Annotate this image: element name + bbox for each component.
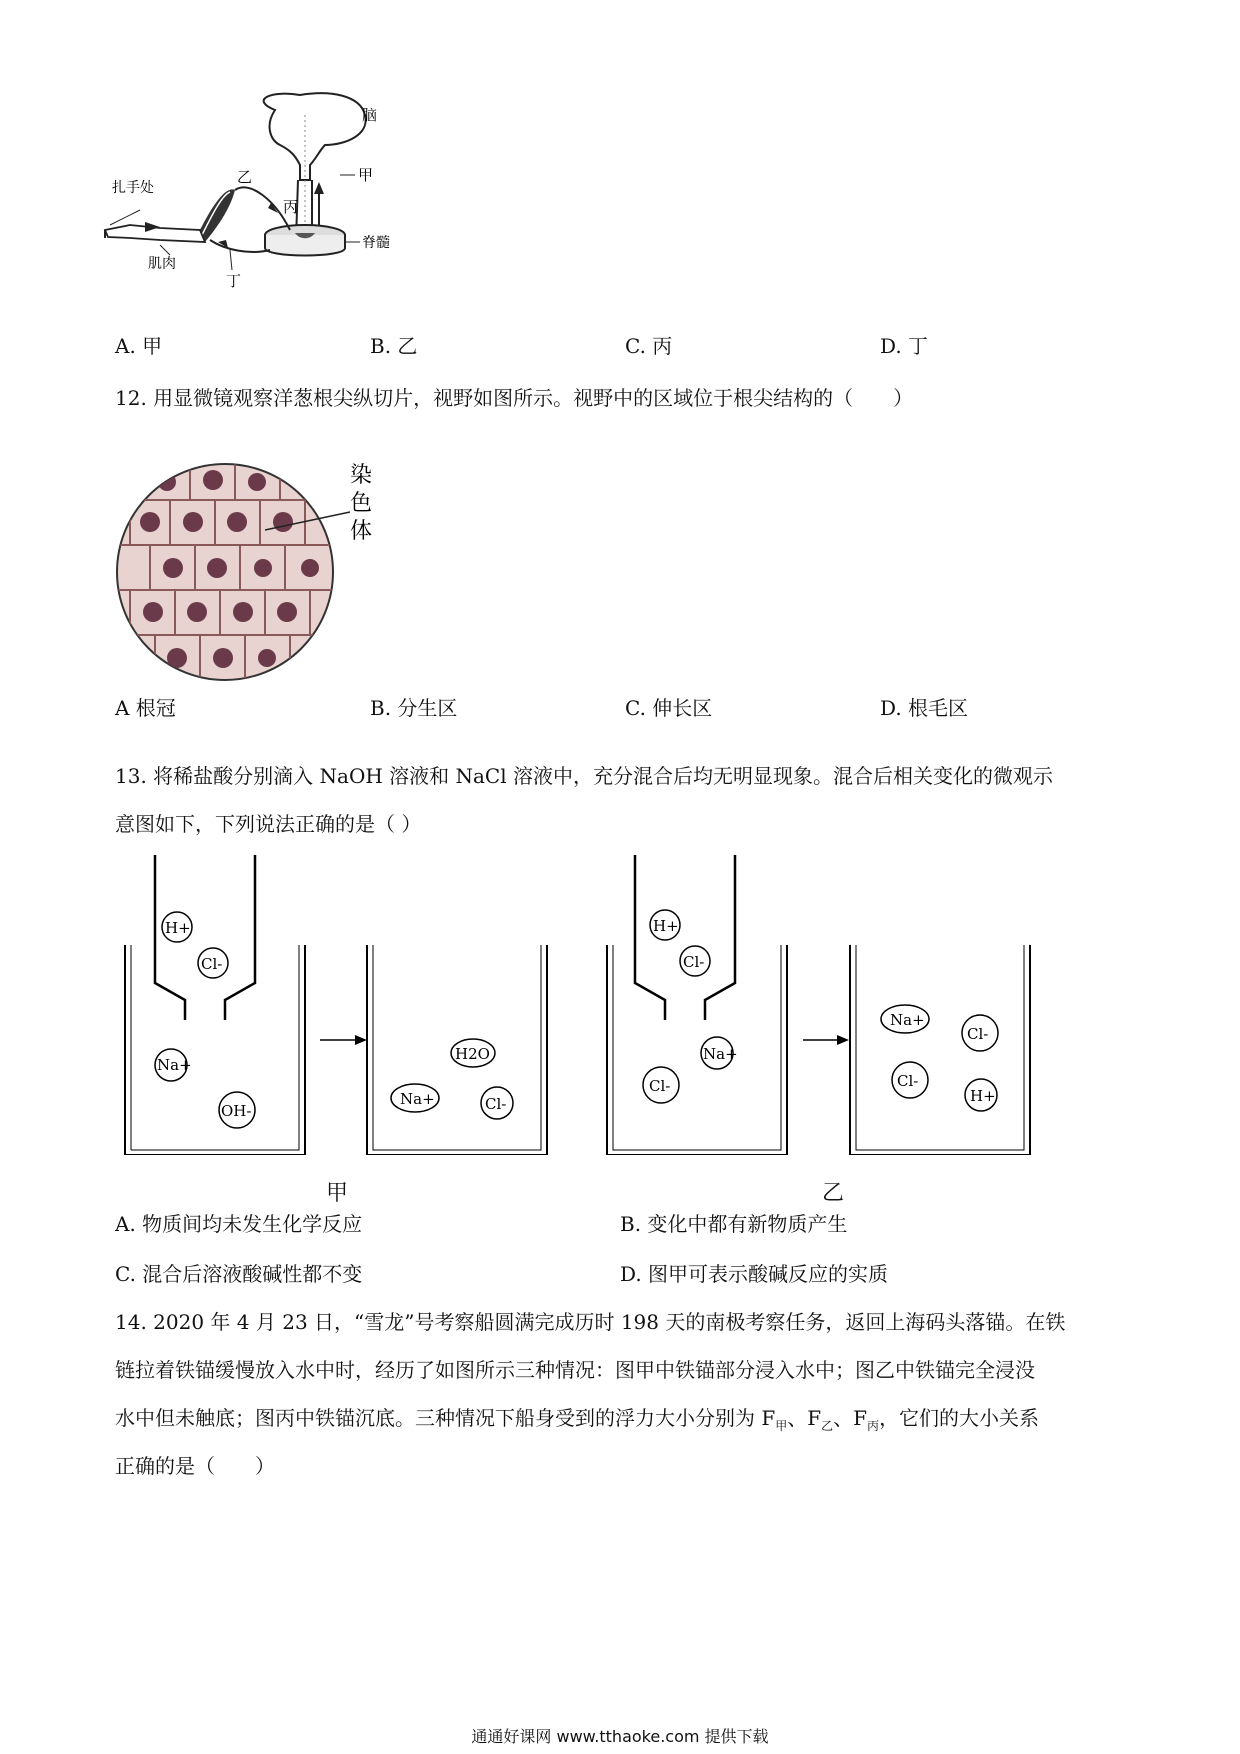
- q14-line3-pre: 水中但未触底；图丙中铁锚沉底。三种情况下船身受到的浮力大小分别为 F: [115, 1406, 776, 1430]
- q12-option-d[interactable]: D. 根毛区: [880, 696, 969, 720]
- q12-option-b[interactable]: B. 分生区: [370, 696, 458, 720]
- q12-option-a[interactable]: A 根冠: [115, 696, 176, 720]
- label-yi: 乙: [237, 168, 253, 186]
- q13-caption-yi: 乙: [822, 1181, 845, 1206]
- ion-cl-3: Cl-: [683, 953, 705, 971]
- chromosome-label-3: 体: [350, 519, 373, 544]
- label-prick: 扎手处: [112, 180, 154, 196]
- brain-shape: [264, 93, 366, 180]
- q14-sub-yi: 乙: [821, 1419, 834, 1433]
- ion-h2o-1: H2O: [455, 1045, 490, 1063]
- ion-h-1: H+: [165, 919, 191, 937]
- q11-option-a[interactable]: A. 甲: [115, 334, 163, 358]
- reflex-arc-figure: [100, 90, 460, 325]
- label-bing: 丙: [283, 198, 299, 216]
- q13-caption-jia: 甲: [326, 1181, 349, 1206]
- q14-sub-jia: 甲: [775, 1419, 788, 1433]
- q14-line1: 14. 2020 年 4 月 23 日，“雪龙”号考察船圆满完成历时 198 天的南极考察任务，返回上海码头落锚。在铁: [115, 1310, 1066, 1334]
- q13-stem-line1: 13. 将稀盐酸分别滴入 NaOH 溶液和 NaCl 溶液中，充分混合后均无明显现象。混合后相关变化的微观示: [115, 764, 1053, 788]
- ion-reaction-figure: [115, 855, 1045, 1155]
- label-ding: 丁: [226, 272, 242, 290]
- ion-cl-6: Cl-: [897, 1072, 919, 1090]
- q14-line3: [115, 1404, 1039, 1432]
- q11-option-c[interactable]: C. 丙: [625, 334, 673, 358]
- q12-stem: 12. 用显微镜观察洋葱根尖纵切片，视野如图所示。视野中的区域位于根尖结构的（ ）: [115, 386, 914, 410]
- q14-line2: 链拉着铁锚缓慢放入水中时，经历了如图所示三种情况：图甲中铁锚部分浸入水中；图乙中铁锚完全浸没: [115, 1358, 1035, 1382]
- ion-na-2: Na+: [400, 1090, 435, 1108]
- ion-oh-1: OH-: [221, 1102, 252, 1120]
- q11-option-b[interactable]: B. 乙: [370, 334, 418, 358]
- chromosome-label-1: 染: [350, 463, 373, 488]
- q13-option-c[interactable]: C. 混合后溶液酸碱性都不变: [115, 1262, 363, 1286]
- ion-na-4: Na+: [890, 1011, 925, 1029]
- label-jia: 甲: [358, 166, 374, 184]
- q14-line3-post: ，它们的大小关系: [879, 1406, 1040, 1430]
- q14-line4: 正确的是（ ）: [115, 1454, 275, 1478]
- chromosome-label-2: 色: [350, 491, 373, 516]
- q14-sep1: 、F: [787, 1406, 822, 1430]
- label-brain: 脑: [362, 106, 378, 124]
- ion-h-3: H+: [970, 1087, 996, 1105]
- label-muscle: 肌肉: [148, 256, 176, 272]
- ion-na-3: Na+: [703, 1045, 738, 1063]
- page-footer: 通通好课网 www.tthaoke.com 提供下载: [471, 1727, 769, 1746]
- ion-cl-2: Cl-: [485, 1095, 507, 1113]
- label-spinal: 脊髓: [362, 235, 390, 251]
- q13-option-a[interactable]: A. 物质间均未发生化学反应: [115, 1212, 363, 1236]
- ion-h-2: H+: [653, 917, 679, 935]
- q13-option-d[interactable]: D. 图甲可表示酸碱反应的实质: [620, 1262, 889, 1286]
- q12-option-c[interactable]: C. 伸长区: [625, 696, 713, 720]
- q13-option-b[interactable]: B. 变化中都有新物质产生: [620, 1212, 848, 1236]
- ion-na-1: Na+: [157, 1056, 192, 1074]
- microscope-view-figure: [115, 460, 435, 685]
- ion-cl-1: Cl-: [201, 955, 223, 973]
- q14-sep2: 、F: [833, 1406, 868, 1430]
- ion-cl-4: Cl-: [649, 1077, 671, 1095]
- q14-sub-bing: 丙: [867, 1419, 880, 1433]
- ion-cl-5: Cl-: [967, 1025, 989, 1043]
- q13-stem-line2: 意图如下，下列说法正确的是（ ）: [115, 812, 422, 836]
- q11-option-d[interactable]: D. 丁: [880, 334, 929, 358]
